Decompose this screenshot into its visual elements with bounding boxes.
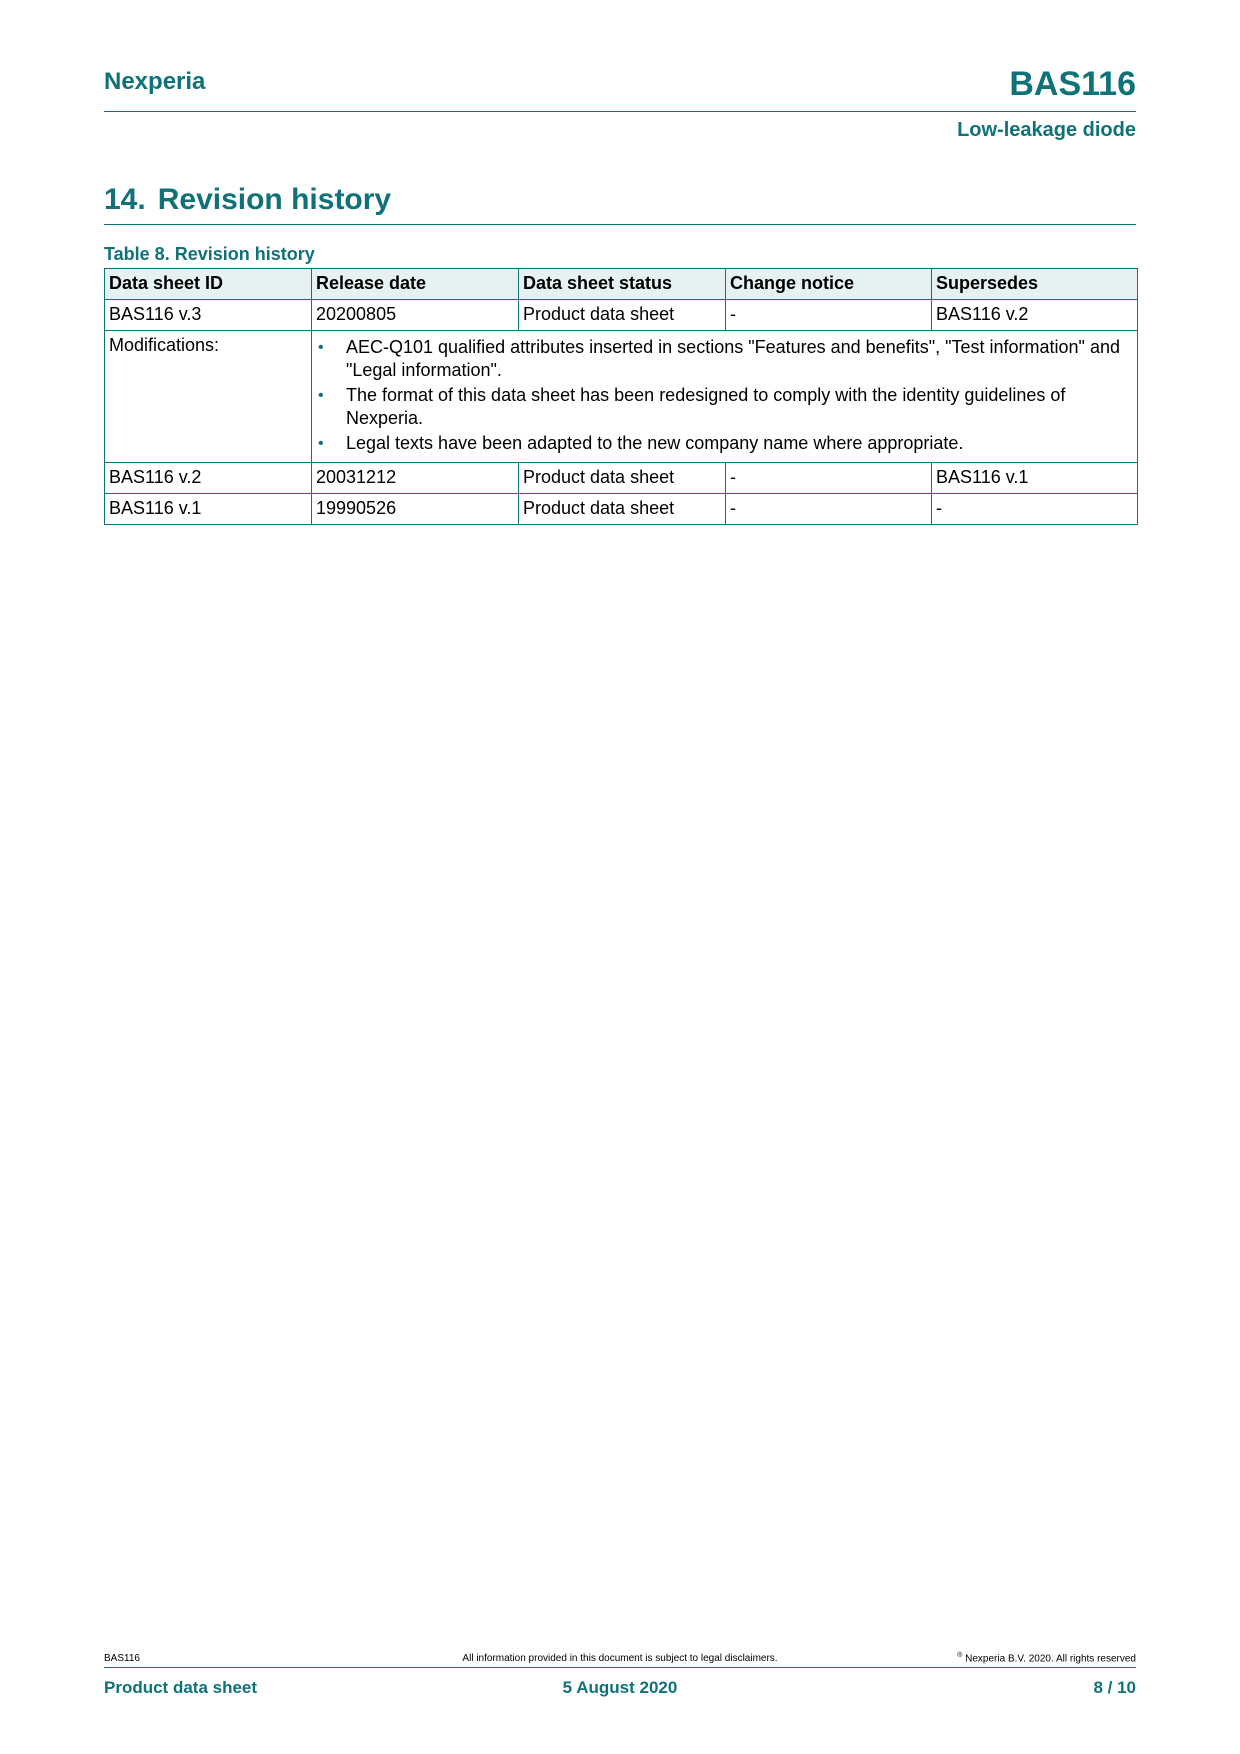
footer-date: 5 August 2020 [562,1678,678,1697]
modifications-label: Modifications: [105,331,312,463]
cell-data-sheet-status: Product data sheet [519,494,726,525]
table-row [105,300,1138,331]
cell-change-notice: - [726,463,932,494]
list-item: • AEC-Q101 qualified attributes inserted in sections "Features and benefits", "Test information" and "Legal information". [318,337,1120,380]
column-header-data-sheet-id: Data sheet ID [105,269,312,300]
footer-doc-id: BAS116 [104,1653,140,1664]
column-header-change-notice: Change notice [726,269,932,300]
modifications-list [316,334,1133,458]
footer-disclaimer: All information provided in this document is subject to legal disclaimers. [462,1653,778,1664]
bullet-icon: • [318,339,324,356]
cell-supersedes: BAS116 v.1 [932,463,1138,494]
footer-doc-type: Product data sheet [104,1678,258,1697]
cell-data-sheet-status: Product data sheet [519,300,726,331]
footer-divider [104,1667,1136,1668]
footer-copyright-text: Nexperia B.V. 2020. All rights reserved [962,1653,1136,1665]
cell-data-sheet-id: BAS116 v.2 [105,463,312,494]
modifications-row [105,331,1138,463]
cell-supersedes: BAS116 v.2 [932,300,1138,331]
page-number: 8 / 10 [1093,1678,1136,1697]
list-item: • The format of this data sheet has been redesigned to comply with the identity guidelines of Nexperia. [318,385,1066,428]
cell-change-notice: - [726,494,932,525]
column-header-supersedes: Supersedes [932,269,1138,300]
product-name: BAS116 [1009,65,1136,103]
revision-history-table [104,268,1138,525]
column-header-data-sheet-status: Data sheet status [519,269,726,300]
cell-data-sheet-id: BAS116 v.1 [105,494,312,525]
cell-release-date: 20031212 [312,463,519,494]
section-title-text: Revision history [157,183,392,216]
table-row [105,494,1138,525]
table-row [105,463,1138,494]
bullet-icon: • [318,387,324,404]
section-divider [104,224,1136,225]
table-header-row [105,269,1138,300]
cell-release-date: 20200805 [312,300,519,331]
table-caption: Table 8. Revision history [104,244,315,264]
company-name: Nexperia [104,68,206,95]
cell-data-sheet-status: Product data sheet [519,463,726,494]
section-title [104,183,391,217]
product-subtitle: Low-leakage diode [957,119,1136,141]
modifications-cell [312,331,1138,463]
bullet-icon: • [318,435,324,452]
cell-data-sheet-id: BAS116 v.3 [105,300,312,331]
cell-release-date: 19990526 [312,494,519,525]
registered-icon: ® [957,1652,963,1659]
list-item: • Legal texts have been adapted to the new company name where appropriate. [318,433,964,453]
footer-copyright [957,1652,1136,1664]
section-number: 14. [104,183,146,216]
header-divider [104,111,1136,112]
cell-change-notice: - [726,300,932,331]
column-header-release-date: Release date [312,269,519,300]
cell-supersedes: - [932,494,1138,525]
